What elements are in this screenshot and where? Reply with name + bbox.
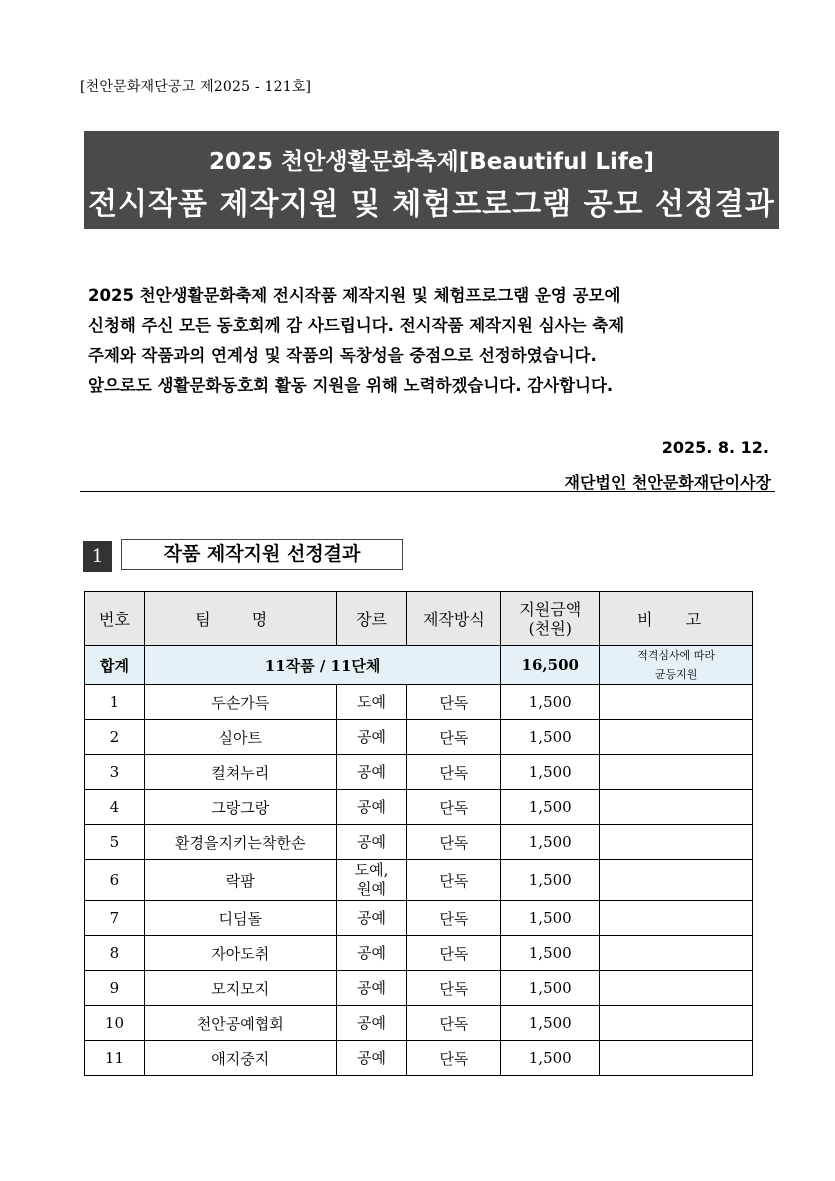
cell-amount: 1,500 <box>501 790 600 825</box>
cell-team: 컬쳐누리 <box>144 755 336 790</box>
cell-team: 모지모지 <box>144 971 336 1006</box>
cell-amount: 1,500 <box>501 755 600 790</box>
table-row <box>85 720 753 755</box>
intro-paragraph <box>88 281 778 401</box>
cell-no: 10 <box>85 1006 145 1041</box>
cell-amount: 1,500 <box>501 685 600 720</box>
cell-no: 1 <box>85 685 145 720</box>
cell-genre: 도예, 원예 <box>336 860 407 901</box>
cell-note <box>600 971 753 1006</box>
total-summary: 11작품 / 11단체 <box>144 646 500 685</box>
cell-method: 단독 <box>407 720 501 755</box>
cell-note <box>600 936 753 971</box>
cell-note <box>600 685 753 720</box>
cell-team: 실아트 <box>144 720 336 755</box>
cell-team: 애지중지 <box>144 1041 336 1076</box>
table-row <box>85 1041 753 1076</box>
cell-no: 9 <box>85 971 145 1006</box>
cell-team: 두손가득 <box>144 685 336 720</box>
cell-method: 단독 <box>407 755 501 790</box>
cell-genre: 공예 <box>336 971 407 1006</box>
cell-method: 단독 <box>407 860 501 901</box>
cell-method: 단독 <box>407 1041 501 1076</box>
header-amount: 지원금액 (천원) <box>501 592 600 646</box>
cell-amount: 1,500 <box>501 936 600 971</box>
cell-method: 단독 <box>407 971 501 1006</box>
total-label: 합계 <box>85 646 145 685</box>
cell-no: 4 <box>85 790 145 825</box>
cell-genre: 공예 <box>336 1041 407 1076</box>
header-method: 제작방식 <box>407 592 501 646</box>
cell-method: 단독 <box>407 685 501 720</box>
table-row <box>85 685 753 720</box>
cell-team: 천안공예협회 <box>144 1006 336 1041</box>
total-amount: 16,500 <box>501 646 600 685</box>
cell-team: 환경을지키는착한손 <box>144 825 336 860</box>
cell-genre: 공예 <box>336 1006 407 1041</box>
cell-amount: 1,500 <box>501 1041 600 1076</box>
cell-genre: 공예 <box>336 755 407 790</box>
divider <box>80 491 775 492</box>
cell-no: 7 <box>85 901 145 936</box>
cell-note <box>600 720 753 755</box>
cell-genre: 공예 <box>336 790 407 825</box>
table-row <box>85 1006 753 1041</box>
table-row <box>85 755 753 790</box>
cell-note <box>600 755 753 790</box>
intro-line: 앞으로도 생활문화동호회 활동 지원을 위해 노력하겠습니다. 감사합니다. <box>88 376 614 395</box>
cell-no: 11 <box>85 1041 145 1076</box>
title-banner <box>84 131 779 229</box>
cell-note <box>600 825 753 860</box>
table-body <box>85 685 753 1076</box>
notice-number: [천안문화재단공고 제2025 - 121호] <box>80 79 312 95</box>
header-team: 팀 명 <box>144 592 336 646</box>
table-row <box>85 901 753 936</box>
cell-method: 단독 <box>407 825 501 860</box>
title-line-2: 전시작품 제작지원 및 체험프로그램 공모 선정결과 <box>88 187 775 222</box>
title-line-1: 2025 천안생활문화축제[Beautiful Life] <box>208 149 655 175</box>
intro-line: 2025 천안생활문화축제 전시작품 제작지원 및 체험프로그램 운영 공모에 <box>88 286 621 305</box>
cell-note <box>600 790 753 825</box>
table-header-row <box>85 592 753 646</box>
table-row <box>85 971 753 1006</box>
cell-amount: 1,500 <box>501 1006 600 1041</box>
intro-line: 주제와 작품과의 연계성 및 작품의 독창성을 중점으로 선정하였습니다. <box>88 346 597 365</box>
cell-amount: 1,500 <box>501 971 600 1006</box>
cell-amount: 1,500 <box>501 860 600 901</box>
section-number: 1 <box>83 541 112 572</box>
cell-note <box>600 1041 753 1076</box>
cell-note <box>600 1006 753 1041</box>
cell-no: 2 <box>85 720 145 755</box>
header-genre: 장르 <box>336 592 407 646</box>
cell-method: 단독 <box>407 901 501 936</box>
cell-note <box>600 901 753 936</box>
organization-signature: 재단법인 천안문화재단이사장 <box>564 473 771 492</box>
table-row <box>85 825 753 860</box>
cell-no: 8 <box>85 936 145 971</box>
cell-genre: 도예 <box>336 685 407 720</box>
cell-method: 단독 <box>407 1006 501 1041</box>
cell-team: 디딤돌 <box>144 901 336 936</box>
cell-amount: 1,500 <box>501 720 600 755</box>
cell-genre: 공예 <box>336 720 407 755</box>
header-no: 번호 <box>85 592 145 646</box>
cell-genre: 공예 <box>336 825 407 860</box>
cell-no: 6 <box>85 860 145 901</box>
section-title: 작품 제작지원 선정결과 <box>121 539 403 570</box>
cell-genre: 공예 <box>336 936 407 971</box>
cell-no: 3 <box>85 755 145 790</box>
cell-team: 그랑그랑 <box>144 790 336 825</box>
cell-amount: 1,500 <box>501 825 600 860</box>
intro-line: 신청해 주신 모든 동호회께 감 사드립니다. 전시작품 제작지원 심사는 축제 <box>88 316 625 335</box>
table-row <box>85 860 753 901</box>
table-row <box>85 790 753 825</box>
cell-amount: 1,500 <box>501 901 600 936</box>
cell-no: 5 <box>85 825 145 860</box>
total-note: 적격심사에 따라 균등지원 <box>600 646 753 685</box>
table-row <box>85 936 753 971</box>
cell-team: 자아도취 <box>144 936 336 971</box>
cell-method: 단독 <box>407 936 501 971</box>
notice-date: 2025. 8. 12. <box>661 438 769 457</box>
selection-result-table <box>84 591 753 1076</box>
header-note: 비 고 <box>600 592 753 646</box>
total-row <box>85 646 753 685</box>
cell-note <box>600 860 753 901</box>
cell-team: 락팜 <box>144 860 336 901</box>
cell-genre: 공예 <box>336 901 407 936</box>
cell-method: 단독 <box>407 790 501 825</box>
